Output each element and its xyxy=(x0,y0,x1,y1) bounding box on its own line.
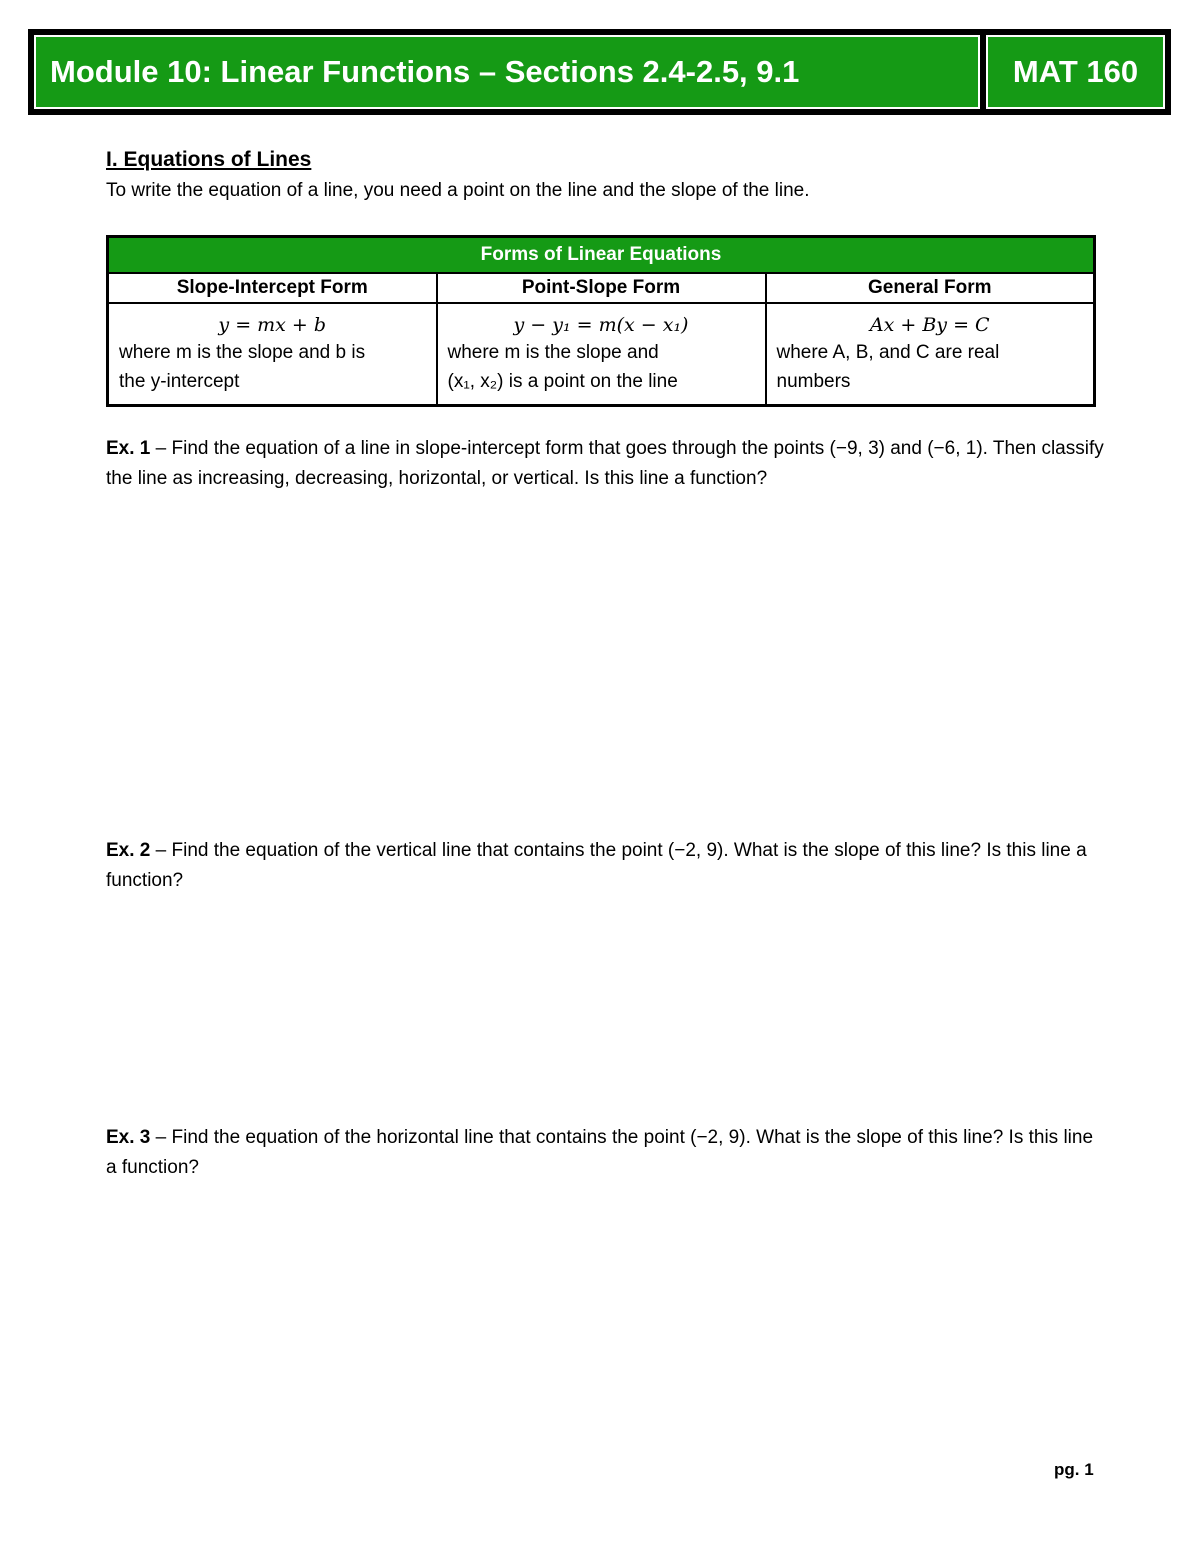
example-label: Ex. 2 xyxy=(106,840,151,861)
section-intro: To write the equation of a line, you need a point on the line and the slope of the line. xyxy=(106,180,810,201)
example-3 xyxy=(106,1123,1106,1183)
point-slope-desc-line1: where m is the slope and xyxy=(447,341,659,363)
point-slope-cell xyxy=(437,303,766,406)
forms-of-linear-equations-table xyxy=(106,235,1096,407)
column-header-general: General Form xyxy=(766,273,1095,303)
course-code: MAT 160 xyxy=(986,35,1165,109)
module-title: Module 10: Linear Functions – Sections 2.4-2.5, 9.1 xyxy=(34,35,980,109)
slope-intercept-cell xyxy=(108,303,437,406)
example-text: – Find the equation of a line in slope-intercept form that goes through the points (−9, 3) and (−6, 1). Then classify the line as increasing, decreasing, horizontal, or vertical. Is this line a function? xyxy=(106,438,1104,489)
page-number: pg. 1 xyxy=(1054,1460,1094,1479)
column-header-point-slope: Point-Slope Form xyxy=(437,273,766,303)
table-caption: Forms of Linear Equations xyxy=(108,237,1095,273)
general-form-cell xyxy=(766,303,1095,406)
column-header-slope-intercept: Slope-Intercept Form xyxy=(108,273,437,303)
example-text: – Find the equation of the vertical line that contains the point (−2, 9). What is the slope of this line? Is this line a function? xyxy=(106,840,1087,891)
point-slope-equation: y − y₁ = m(x − x₁) xyxy=(513,313,689,336)
slope-intercept-desc-line2: the y-intercept xyxy=(119,370,240,392)
slope-intercept-desc-line1: where m is the slope and b is xyxy=(119,341,366,363)
general-form-desc-line2: numbers xyxy=(776,370,851,392)
example-1 xyxy=(106,434,1106,494)
general-form-desc-line1: where A, B, and C are real xyxy=(776,341,1000,363)
page-header xyxy=(28,29,1171,115)
example-label: Ex. 1 xyxy=(106,438,151,459)
example-label: Ex. 3 xyxy=(106,1127,151,1148)
example-text: – Find the equation of the horizontal line that contains the point (−2, 9). What is the slope of this line? Is this line a function? xyxy=(106,1127,1094,1178)
point-slope-desc-line2: (x₁, x₂) is a point on the line xyxy=(447,370,678,392)
section-heading: I. Equations of Lines xyxy=(106,148,312,171)
example-2 xyxy=(106,836,1106,896)
slope-intercept-equation: y = mx + b xyxy=(218,313,327,336)
general-form-equation: Ax + By = C xyxy=(869,313,990,336)
